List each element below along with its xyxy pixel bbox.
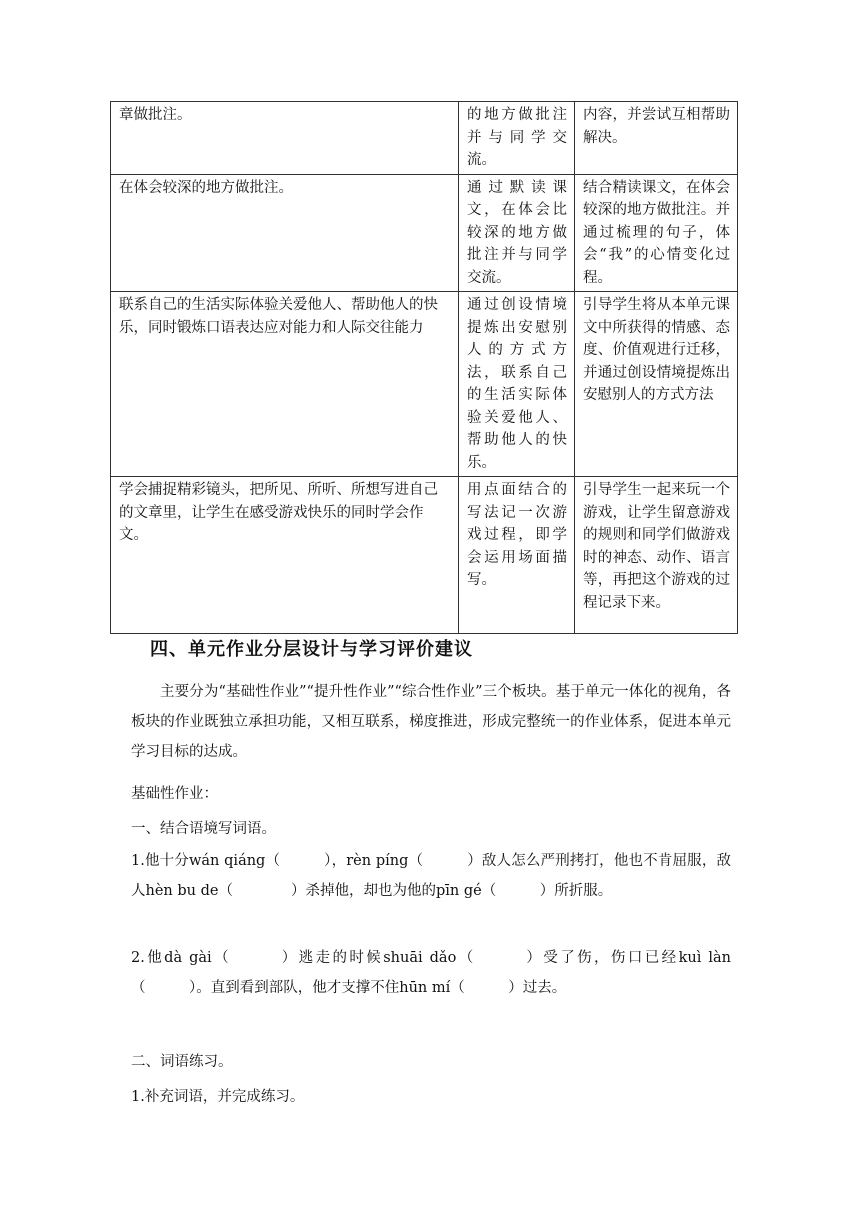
activity-cell: 结合精读课文，在体会较深的地方做批注。并通过梳理的句子，体会“我”的心情变化过程。 [575,174,738,292]
question-1-item-1: 1.他十分wán qiáng（ ），rèn píng（ ）敌人怎么严刑拷打，他也不肯屈服，敌人hèn bu de（ ）杀掉他，却也为他的pīn gé（ ）所折服。 [131,853,731,899]
table-row [111,477,738,634]
table-row [111,292,738,477]
method-cell: 用点面结合的写法记一次游戏过程，即学会运用场面描写。 [459,477,575,634]
table-row [111,102,738,175]
goal-cell: 在体会较深的地方做批注。 [111,174,459,292]
unit-plan-table [110,101,738,634]
question-2-title: 二、词语练习。 [131,1054,233,1070]
activity-cell: 引导学生将从本单元课文中所获得的情感、态度、价值观进行迁移，并通过创设情境提炼出安慰别人的方式方法 [575,292,738,477]
goal-cell: 学会捕捉精彩镜头，把所见、所听、所想写进自己的文章里，让学生在感受游戏快乐的同时学会作文。 [111,477,459,634]
method-cell: 通过创设情境提炼出安慰别人的方式方法，联系自己的生活实际体验关爱他人、帮助他人的快乐。 [459,292,575,477]
goal-cell: 章做批注。 [111,102,459,175]
activity-cell: 内容，并尝试互相帮助解决。 [575,102,738,175]
intro-paragraph: 主要分为“基础性作业”“提升性作业”“综合性作业”三个板块。基于单元一体化的视角，各板块的作业既独立承担功能，又相互联系，梯度推进，形成完整统一的作业体系，促进本单元学习目标的达成。 [131,684,731,760]
table-row [111,174,738,292]
activity-cell: 引导学生一起来玩一个游戏，让学生留意游戏的规则和同学们做游戏时的神态、动作、语言等，再把这个游戏的过程记录下来。 [575,477,738,634]
question-2-item-1: 1.补充词语，并完成练习。 [131,1089,305,1105]
method-cell: 的地方做批注并与同学交流。 [459,102,575,175]
method-cell: 通过默读课文，在体会比较深的地方做批注并与同学交流。 [459,174,575,292]
section-heading: 四、单元作业分层设计与学习评价建议 [150,639,473,660]
basic-homework-label: 基础性作业： [131,786,218,802]
question-1-item-2: 2.他dà gài（ ）逃走的时候shuāi dǎo（ ）受了伤，伤口已经kuì làn（ ）。直到看到部队，他才支撑不住hūn mí（ ）过去。 [131,950,731,996]
goal-cell: 联系自己的生活实际体验关爱他人、帮助他人的快乐，同时锻炼口语表达应对能力和人际交往能力 [111,292,459,477]
question-1-title: 一、结合语境写词语。 [131,821,276,837]
